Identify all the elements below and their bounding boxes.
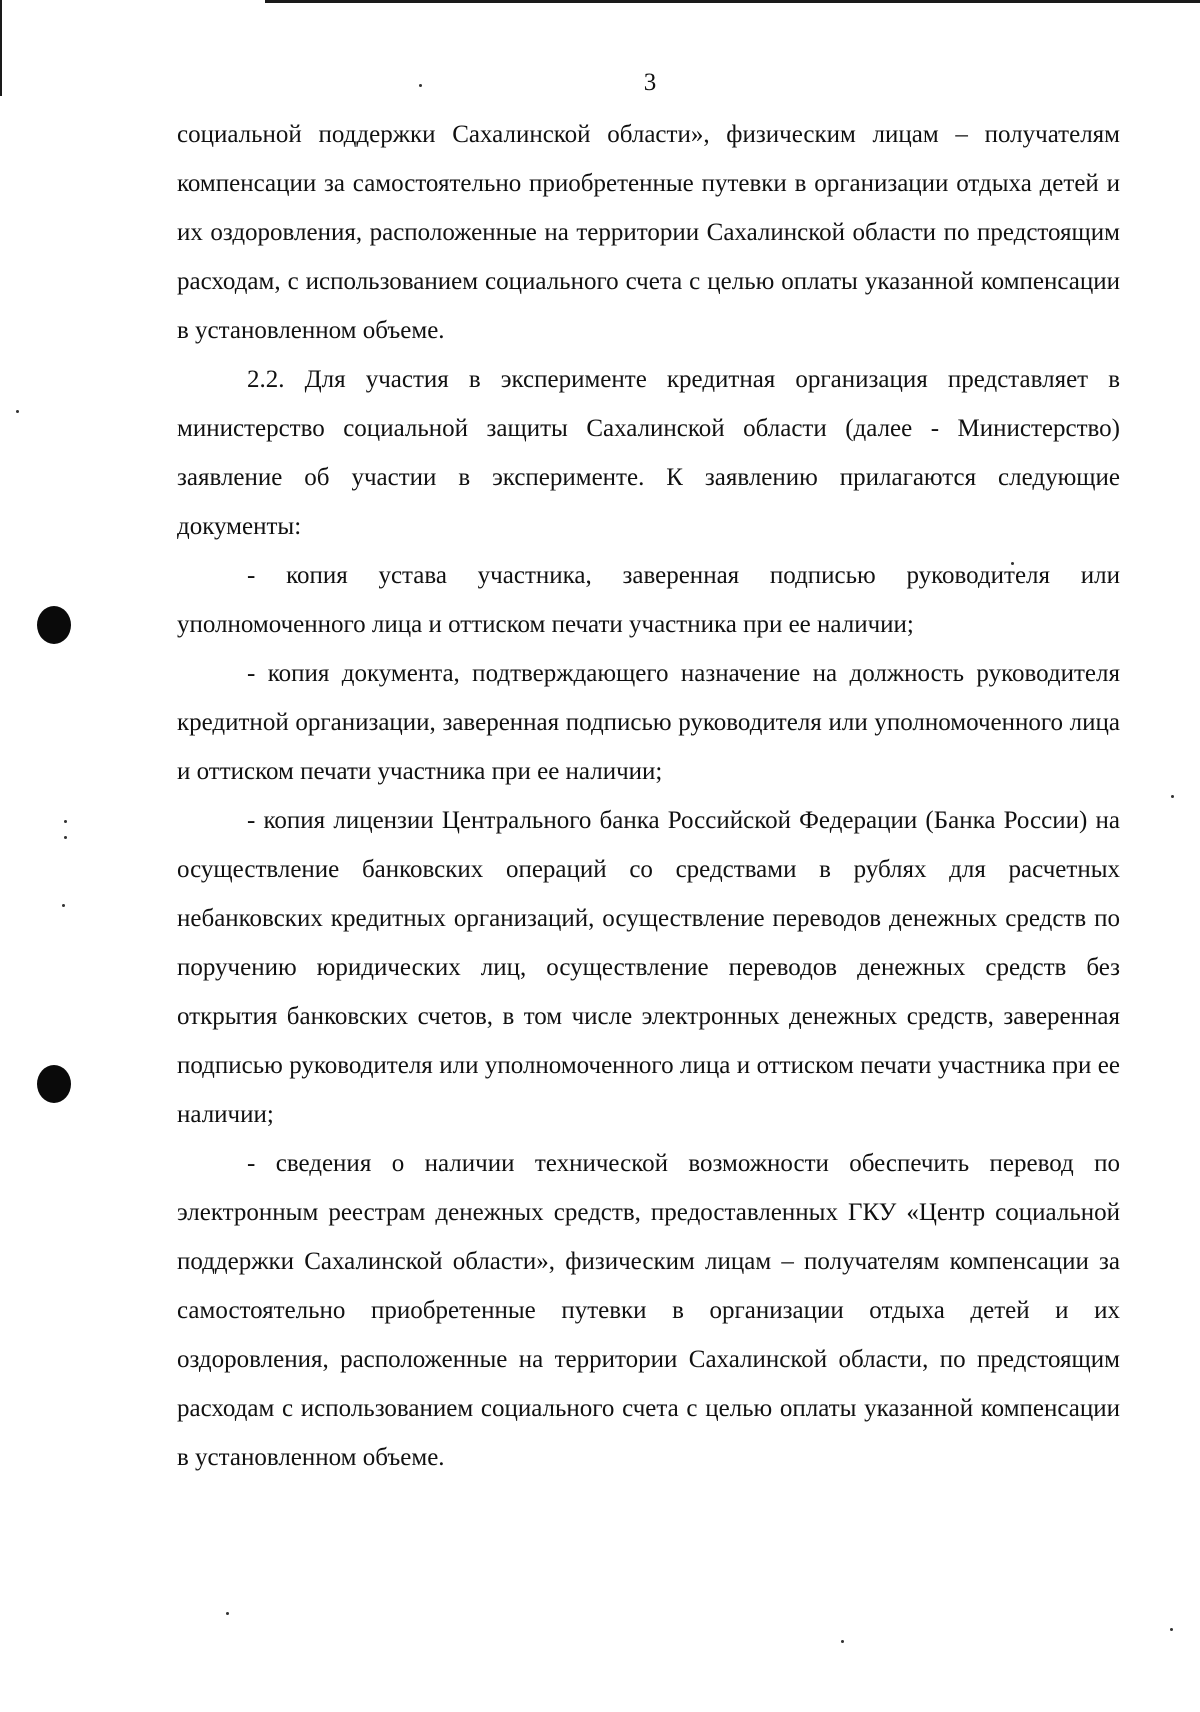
scan-speck [62, 904, 65, 907]
scan-speck [1171, 795, 1174, 798]
punch-hole-bottom [37, 1065, 71, 1103]
page-number: 3 [643, 69, 657, 96]
scan-speck [16, 410, 19, 413]
punch-hole-top [37, 606, 71, 644]
paragraph-2-2: 2.2. Для участия в эксперименте кредитная организация представляет в министерство социальной защиты Сахалинской области (далее - Министерство) заявление об участии в эксперименте. К заявлению прилагаются следующие документы: [177, 366, 1120, 540]
scan-speck [841, 1640, 844, 1643]
list-item-license-copy: - копия лицензии Центрального банка Российской Федерации (Банка России) на осуществление банковских операций со средствами в рублях для расчетных небанковских кредитных организаций, осуществление переводов денежных средств по поручению юридических лиц, осуществление переводов денежных средств без открытия банковских счетов, в том числе электронных денежных средств, заверенная подписью руководителя или уполномоченного лица и оттиском печати участника при ее наличии; [177, 807, 1120, 1128]
scan-speck [64, 820, 67, 823]
scan-speck [1170, 1628, 1173, 1631]
list-item-technical-capability: - сведения о наличии технической возможности обеспечить перевод по электронным реестрам денежных средств, предоставленных ГКУ «Центр социальной поддержки Сахалинской области», физическим лицам – получателям компенсации за самостоятельно приобретенные путевки в организации отдыха детей и их оздоровления, расположенные на территории Сахалинской области, по предстоящим расходам с использованием социального счета с целью оплаты указанной компенсации в установленном объеме. [177, 1150, 1120, 1471]
scan-border-top [265, 0, 1200, 3]
list-item-charter-copy: - копия устава участника, заверенная подписью руководителя или уполномоченного лица и оттиском печати участника при ее наличии; [177, 562, 1120, 638]
scan-speck [64, 836, 67, 839]
paragraph-continuation: социальной поддержки Сахалинской области», физическим лицам – получателям компенсации за самостоятельно приобретенные путевки в организации отдыха детей и их оздоровления, расположенные на территории Сахалинской области по предстоящим расходам, с использованием социального счета с целью оплаты указанной компенсации в установленном объеме. [177, 121, 1120, 344]
document-body [177, 110, 1120, 1482]
list-item-appointment-document: - копия документа, подтверждающего назначение на должность руководителя кредитной организации, заверенная подписью руководителя или уполномоченного лица и оттиском печати участника при ее наличии; [177, 660, 1120, 785]
scan-speck [226, 1612, 229, 1615]
